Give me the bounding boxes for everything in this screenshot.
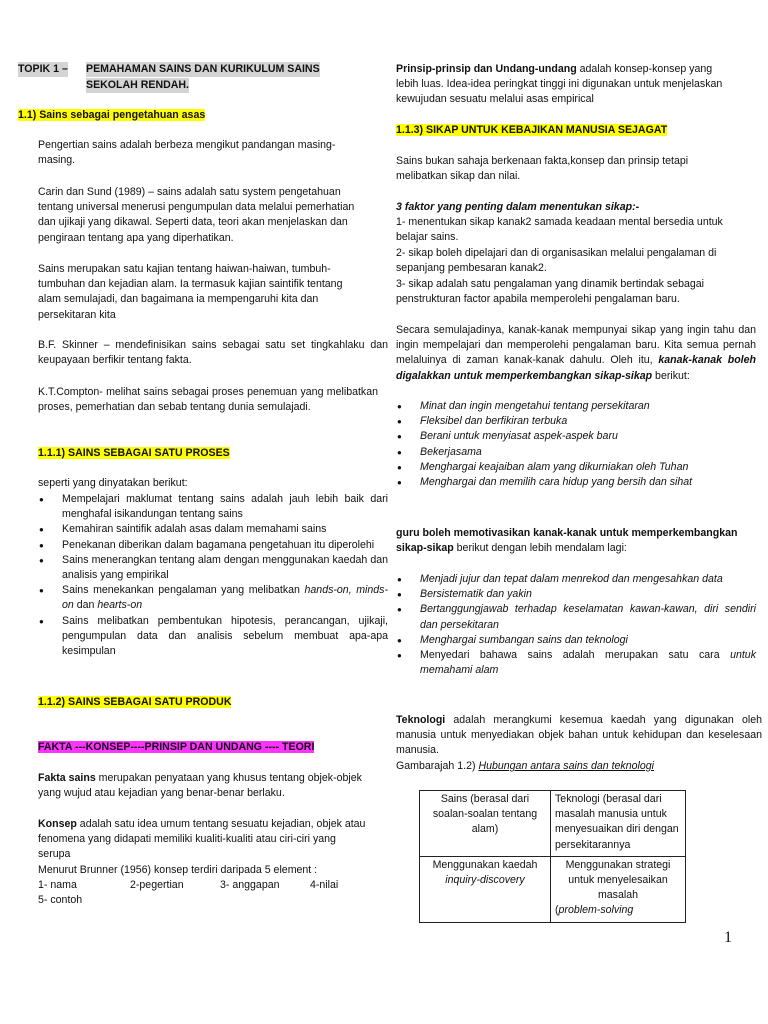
section-1-1-2 [38,695,231,710]
s11-paragraph-5: K.T.Compton- melihat sains sebagai proses penemuan yang melibatkan proses, pemerhatian dan sebab tentang dunia semulajadi. [38,386,378,414]
gambarajah-caption: Gambarajah 1.2) Hubungan antara sains dan teknologi [396,760,654,772]
faktor-1: 1- menentukan sikap kanak2 samada keadaan mental bersedia untuk belajar sains. [396,216,723,244]
section-1-1-heading: 1.1) Sains sebagai pengetahuan asas [18,109,206,121]
faktor-heading: 3 faktor yang penting dalam menentukan sikap:- [396,201,640,213]
table-row [420,791,686,857]
table-cell: Sains (berasal dari soalan-soalan tentang alam) [420,791,551,857]
topik-title-line1: PEMAHAMAN SAINS DAN KURIKULUM SAINS [86,62,320,77]
s111-intro: seperti yang dinyatakan berikut: [38,477,188,489]
list-item: ● Menghargai sumbangan sains dan teknologi [396,633,756,648]
list-item: ● Sains melibatkan pembentukan hipotesis, perancangan, ujikaji, pengumpulan data dan analisis sebelum membuat apa-apa kesimpulan [38,614,388,660]
list-item: ● Menghargai keajaiban alam yang dikurniakan oleh Tuhan [396,460,756,475]
element-item: 3- anggapan [220,879,280,891]
section-1-1-2-heading: 1.1.2) SAINS SEBAGAI SATU PRODUK [38,696,232,708]
topik-heading [18,62,390,94]
s11-paragraph-3: Sains merupakan satu kajian tentang haiwan-haiwan, tumbuh-tumbuhan dan kejadian alam. Ia termasuk kajian saintifik tentang alam semulajadi, dan bagaimana ia mempengaruhi kita dan persekitaran kita [38,263,343,321]
fakta-paragraph: Fakta sains merupakan penyataan yang khusus tentang objek-objek yang wujud atau kejadian yang benar-benar berlaku. [38,772,362,800]
element-item: 2-pegertian [130,879,184,891]
topik-title-line2: SEKOLAH RENDAH. [86,78,189,93]
section-1-1-1 [38,446,230,461]
list-item: ● Bekerjasama [396,445,756,460]
guru-list [396,572,756,678]
s11-paragraph-1: Pengertian sains adalah berbeza mengikut pandangan masing-masing. [38,139,336,167]
list-item: ● Sains menekankan pengalaman yang melibatkan hands-on, minds-on dan hearts-on [38,583,388,613]
list-item: ● Minat dan ingin mengetahui tentang persekitaran [396,399,756,414]
table-cell: Menggunakan strategi untuk menyelesaikan masalah (problem-solving [551,856,686,922]
list-item: ● Bersistematik dan yakin [396,587,756,602]
section-1-1-3-heading: 1.1.3) SIKAP UNTUK KEBAJIKAN MANUSIA SEJAGAT [396,124,668,136]
section-1-1-3 [396,123,667,138]
list-item: ● Penekanan diberikan dalam bagamana pengetahuan itu diperolehi [38,538,388,553]
topik-label: TOPIK 1 – [18,62,68,77]
table-row [420,856,686,922]
s113-paragraph: Sains bukan sahaja berkenaan fakta,konsep dan prinsip tetapi melibatkan sikap dan nilai. [396,155,689,183]
element-item: 1- nama [38,879,77,891]
list-item: ● Kemahiran saintifik adalah asas dalam memahami sains [38,522,388,537]
s11-paragraph-2: Carin dan Sund (1989) – sains adalah satu system pengetahuan tentang universal menerusi pengumpulan data melalui pemerhatian dan ujikaji yang dikawal. Seperti data, teori akan menjelaskan dan pengiraan tentang apa yang diperhatikan. [38,186,355,244]
faktor-2: 2- sikap boleh dipelajari dan di organisasikan melalui pengalaman di sepanjang pembesaran kanak2. [396,247,717,275]
brunner-line: Menurut Brunner (1956) konsep terdiri daripada 5 element : [38,864,318,876]
fakta-heading: FAKTA ---KONSEP----PRINSIP DAN UNDANG ---- TEORI [38,741,315,753]
list-item: ● Bertanggungjawab terhadap keselamatan kawan-kawan, diri sendiri dan persekitaran [396,602,756,632]
s111-list [38,492,388,659]
sains-teknologi-table [419,790,686,923]
list-item: ● Menjadi jujur dan tepat dalam menrekod dan mengesahkan data [396,572,756,587]
prinsip-paragraph: Prinsip-prinsip dan Undang-undang adalah konsep-konsep yang lebih luas. Idea-idea peringkat tinggi ini digunakan untuk menjelaskan kewujudan sesuatu melalui asas empirical [396,63,723,106]
list-item: ● Sains menerangkan tentang alam dengan menggunakan kaedah dan analisis yang empirikal [38,553,388,583]
page-number: 1 [724,929,732,946]
sikap-list [396,399,756,490]
list-item: ● Menyedari bahawa sains adalah merupakan satu cara untuk memahami alam [396,648,756,678]
faktor-3: 3- sikap adalah satu pengalaman yang dinamik bertindak sebagai penstrukturan factor apabila memperolehi pengalaman baru. [396,278,705,306]
konsep-paragraph: Konsep adalah satu idea umum tentang sesuatu kejadian, objek atau fenomena yang didapati memiliki kualiti-kualiti atau ciri-ciri yang serupa [38,818,366,861]
section-1-1 [18,108,390,123]
teknologi-paragraph: Teknologi adalah merangkumi kesemua kaedah yang digunakan oleh manusia untuk menyediakan objek bahan untuk kehidupan dan keselesaan manusia. [396,714,762,757]
semulajadi-paragraph: Secara semulajadinya, kanak-kanak mempunyai sikap yang ingin tahu dan ingin mempelajari dan memperolehi pengalaman baru. Kita semua pernah melaluinya di zaman kanak-kanak dahulu. Oleh itu, kanak-kanak boleh digalakkan untuk memperkembangkan sikap-sikap berikut: [396,324,756,382]
section-1-1-1-heading: 1.1.1) SAINS SEBAGAI SATU PROSES [38,447,230,459]
element-item: 5- contoh [38,894,83,906]
element-item: 4-nilai [310,879,339,891]
list-item: ● Menghargai dan memilih cara hidup yang bersih dan sihat [396,475,756,490]
list-item: ● Fleksibel dan berfikiran terbuka [396,414,756,429]
elements-row [38,878,378,893]
list-item: ● Mempelajari maklumat tentang sains adalah jauh lebih baik dari menghafal isikandungan tentang sains [38,492,388,522]
s11-paragraph-4: B.F. Skinner – mendefinisikan sains sebagai satu set tingkahlaku dan keupayaan berfikir tentang fakta. [38,339,388,367]
list-item: ● Berani untuk menyiasat aspek-aspek baru [396,429,756,444]
guru-paragraph: guru boleh memotivasikan kanak-kanak untuk memperkembangkan sikap-sikap berikut dengan lebih mendalam lagi: [396,527,738,555]
table-cell: Teknologi (berasal dari masalah manusia untuk menyesuaikan diri dengan persekitarannya [551,791,686,857]
table-cell: Menggunakan kaedah inquiry-discovery [420,856,551,922]
